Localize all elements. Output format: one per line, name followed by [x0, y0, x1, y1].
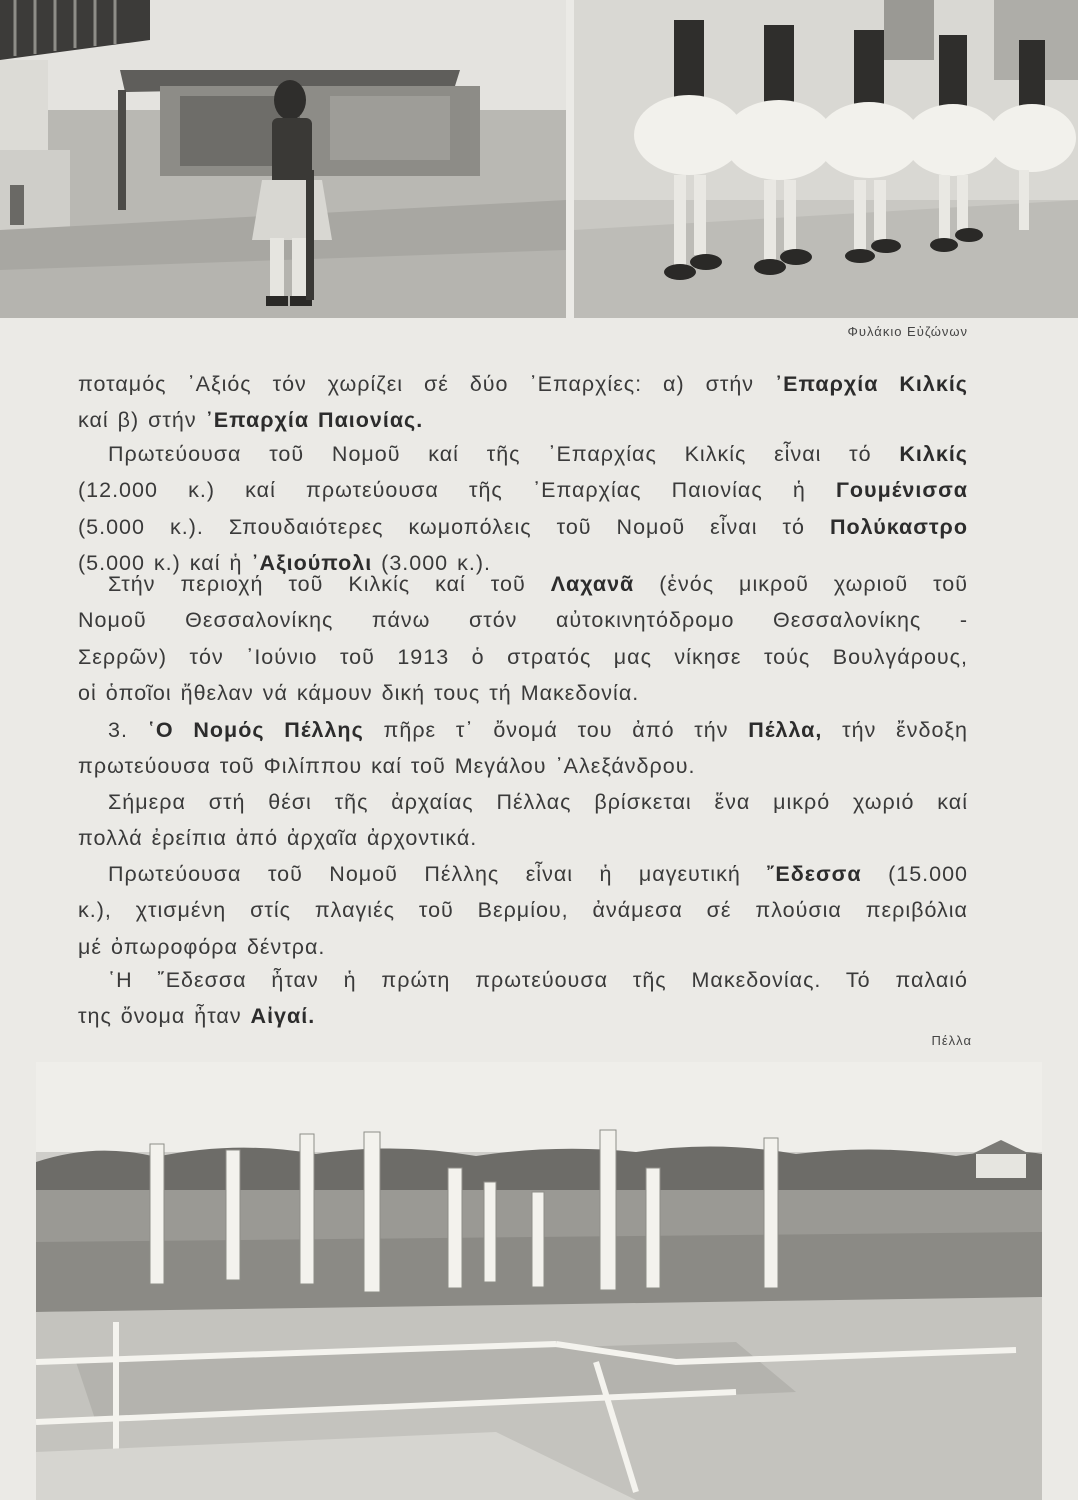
paragraph-lachanas-battle — [78, 566, 968, 712]
photo-evzone-guard — [0, 0, 566, 318]
paragraph-edessa — [78, 856, 968, 965]
text-span: (5.000 κ.) καί ἡ — [78, 551, 252, 576]
bold-term: ᾿Επαρχία Παιονίας. — [205, 408, 424, 433]
section-number: 3. — [108, 718, 148, 742]
text-span: (15.000 — [861, 862, 968, 886]
text-span: Σήμερα στή θέσι τῆς ἀρχαίας Πέλλας βρίσκεται ἕνα μικρό χωριό καί — [108, 790, 968, 814]
text-span: τήν ἔνδοξη — [822, 718, 968, 742]
text-span: Πρωτεύουσα τοῦ Νομοῦ Πέλλης εἶναι ἡ μαγευτική — [108, 862, 768, 886]
paragraph-kilkis-capital — [78, 436, 968, 582]
text-span: μέ ὀπωροφόρα δέντρα. — [78, 934, 326, 959]
text-span: (3.000 κ.). — [372, 551, 491, 576]
paragraph-ancient-pella — [78, 784, 968, 857]
text-span: (5.000 κ.). Σπουδαιότερες κωμοπόλεις τοῦ Νομοῦ εἶναι τό — [78, 514, 830, 539]
photo-caption-pella: Πέλλα — [931, 1033, 972, 1048]
text-span: Πρωτεύουσα τοῦ Νομοῦ καί τῆς ᾿Επαρχίας Κιλκίς εἶναι τό — [108, 442, 900, 466]
text-span: οἱ ὁποῖοι ἤθελαν νά κάμουν δική τους τή Μακεδονία. — [78, 681, 640, 706]
text-span: ῾Η ῎Εδεσσα ἦταν ἡ πρώτη πρωτεύουσα τῆς Μακεδονίας. Τό παλαιό — [108, 968, 968, 992]
paragraph-pella-prefecture — [78, 712, 968, 785]
text-span: της ὄνομα ἦταν — [78, 1004, 251, 1029]
bold-term: Πέλλα, — [748, 718, 823, 742]
bold-term: Αἰγαί. — [250, 1004, 316, 1029]
text-span: (12.000 κ.) καί πρωτεύουσα τῆς ᾿Επαρχίας Παιονίας ἡ — [78, 478, 836, 503]
text-span: Στήν περιοχή τοῦ Κιλκίς καί τοῦ — [108, 572, 551, 596]
text-span: ποταμός ᾿Αξιός τόν χωρίζει σέ δύο ᾿Επαρχίες: α) στήν — [78, 372, 775, 396]
photo-evzones-marching — [574, 0, 1078, 318]
text-span: καί β) στήν — [78, 408, 206, 433]
paragraph-axios — [78, 366, 968, 439]
photo-pella-ruins — [36, 1062, 1042, 1500]
bold-term: ᾿Αξιούπολι — [251, 551, 373, 576]
text-span: Νομοῦ Θεσσαλονίκης πάνω στόν αὐτοκινητόδρομο Θεσσαλονίκης - — [78, 608, 968, 633]
text-span: πρωτεύουσα τοῦ Φιλίππου καί τοῦ Μεγάλου ᾿Αλεξάνδρου. — [78, 754, 696, 779]
paragraph-aigai — [78, 962, 968, 1035]
bold-term: Γουμένισσα — [836, 478, 968, 503]
text-span: (ἑνός μικροῦ χωριοῦ τοῦ — [634, 572, 969, 596]
bold-term: Κιλκίς — [899, 442, 968, 466]
text-span: Σερρῶν) τόν ᾿Ιούνιο τοῦ 1913 ὁ στρατός μας νίκησε τούς Βουλγάρους, — [78, 644, 968, 669]
text-span: πῆρε τ᾿ ὄνομά του ἀπό τήν — [363, 718, 749, 742]
text-span: πολλά ἐρείπια ἀπό ἀρχαῖα ἀρχοντικά. — [78, 826, 478, 851]
bold-term: ῎Εδεσσα — [767, 862, 862, 886]
bold-term: Πολύκαστρο — [829, 514, 968, 539]
bold-term: Λαχανᾶ — [550, 572, 635, 596]
photo-caption-evzones: Φυλάκιο Εὐζώνων — [847, 324, 968, 339]
bold-term: ᾿Επαρχία Κιλκίς — [775, 372, 968, 396]
section-heading: ῾Ο Νομός Πέλλης — [147, 718, 364, 742]
text-span: κ.), χτισμένη στίς πλαγιές τοῦ Βερμίου, ἀνάμεσα σέ πλούσια περιβόλια — [78, 898, 968, 923]
